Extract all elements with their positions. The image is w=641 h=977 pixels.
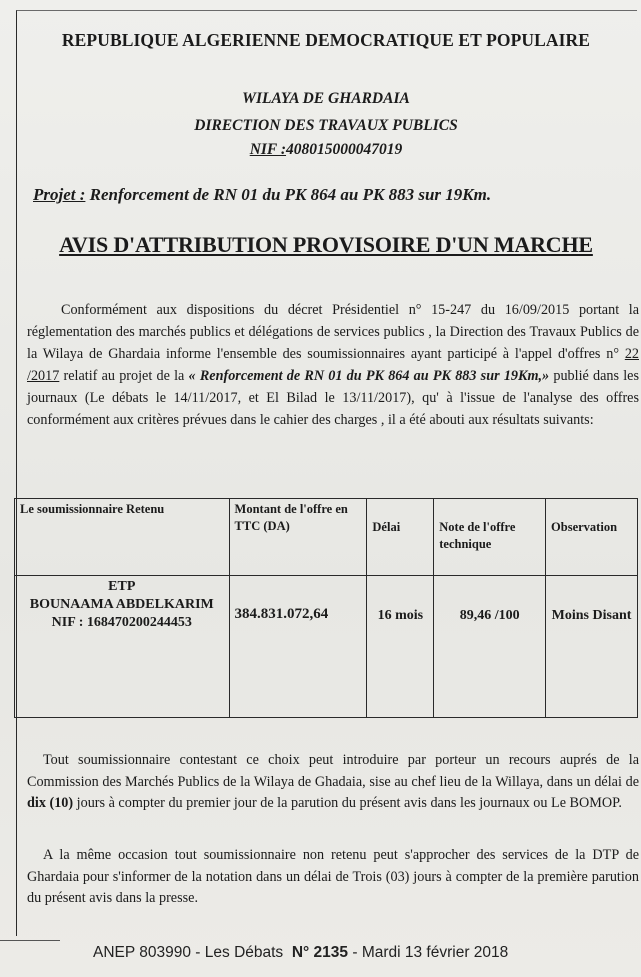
project-line bbox=[33, 185, 633, 205]
appeal-paragraph bbox=[27, 750, 639, 815]
project-quote: « Renforcement de RN 01 du PK 864 au PK 883 sur 19Km,» bbox=[188, 368, 550, 384]
nif-value: 408015000047019 bbox=[286, 141, 403, 158]
header-cell-delay: Délai bbox=[367, 499, 434, 576]
issue-label: N° bbox=[291, 944, 310, 961]
footer-rule bbox=[0, 940, 60, 941]
bidder-line2: BOUNAAMA ABDELKARIM bbox=[29, 597, 214, 612]
header-cell-amount: Montant de l'offre en TTC (DA) bbox=[229, 499, 367, 576]
footer-sep2: - bbox=[352, 944, 358, 961]
header-cell-bidder: Le soumissionnaire Retenu bbox=[15, 499, 230, 576]
delay-cell: 16 mois bbox=[367, 576, 434, 718]
header-cell-observation: Observation bbox=[546, 499, 638, 576]
direction-heading: DIRECTION DES TRAVAUX PUBLICS bbox=[194, 117, 458, 134]
page-footer bbox=[93, 944, 613, 962]
republic-heading: REPUBLIQUE ALGERIENNE DEMOCRATIQUE ET POPULAIRE bbox=[61, 30, 591, 50]
project-text: Renforcement de RN 01 du PK 864 au PK 883 sur 19Km. bbox=[89, 185, 492, 204]
intro-part2: relatif au projet de la bbox=[63, 368, 185, 384]
score-cell: 89,46 /100 bbox=[434, 576, 546, 718]
bidder-cell bbox=[15, 576, 230, 718]
appeal-part2: jours à compter du premier jour de la parution du présent avis dans les journaux ou Le BOMOP. bbox=[76, 795, 622, 811]
table-row bbox=[15, 576, 638, 718]
bidder-nif: NIF : 168470200244453 bbox=[51, 615, 192, 630]
footer-sep1: - bbox=[195, 944, 201, 961]
appeal-delay: dix (10) bbox=[27, 795, 74, 811]
issue-number: 2135 bbox=[313, 944, 349, 961]
newspaper-name: Les Débats bbox=[204, 944, 284, 961]
anep-ref: ANEP 803990 bbox=[93, 944, 191, 961]
wilaya-heading: WILAYA DE GHARDAIA bbox=[242, 90, 410, 107]
notice-title: AVIS D'ATTRIBUTION PROVISOIRE D'UN MARCHE bbox=[59, 232, 593, 257]
info-paragraph: A la même occasion tout soumissionnaire non retenu peut s'approcher des services de la DTP de Ghardaia pour s'informer de la notation dans un délai de Trois (03) jours à compter de la première parution du présent avis dans la presse. bbox=[27, 847, 639, 906]
nif-line bbox=[16, 141, 636, 159]
observation-cell: Moins Disant bbox=[546, 576, 638, 718]
header-cell-score: Note de l'offre technique bbox=[434, 499, 546, 576]
table-header-row bbox=[15, 499, 638, 576]
project-label: Projet : bbox=[33, 185, 86, 204]
amount-cell: 384.831.072,64 bbox=[229, 576, 367, 718]
issue-date: Mardi 13 février 2018 bbox=[361, 944, 509, 961]
bidder-line1: ETP bbox=[108, 579, 136, 594]
intro-part1: Conformément aux dispositions du décret Présidentiel n° 15-247 du 16/09/2015 portant la réglementation des marchés publics et délégations de services publics , la Direction des Travaux Publics de la Wilaya de Ghardaia informe l'ensemble des soumissionnaires ayant participé à l'appel d'offres n° bbox=[27, 302, 639, 362]
intro-part3: publié dans les journaux (Le débats le 14/11/2017, et El Bilad le 13/11/2017), qu' à l'issue de l'analyse des offres conformément aux critères prévues dans le cahier des charges , il a été abouti aux résultats suivants: bbox=[27, 368, 639, 428]
intro-paragraph bbox=[27, 299, 639, 431]
tender-number: 22 /2017 bbox=[27, 346, 639, 384]
nif-label: NIF : bbox=[249, 141, 287, 158]
appeal-part1: Tout soumissionnaire contestant ce choix peut introduire par porteur un recours auprés de la Commission des Marchés Publics de la Wilaya de Ghadaia, sise au chef lieu de la Willaya, dans un délai de bbox=[27, 752, 639, 790]
results-table bbox=[14, 498, 638, 718]
